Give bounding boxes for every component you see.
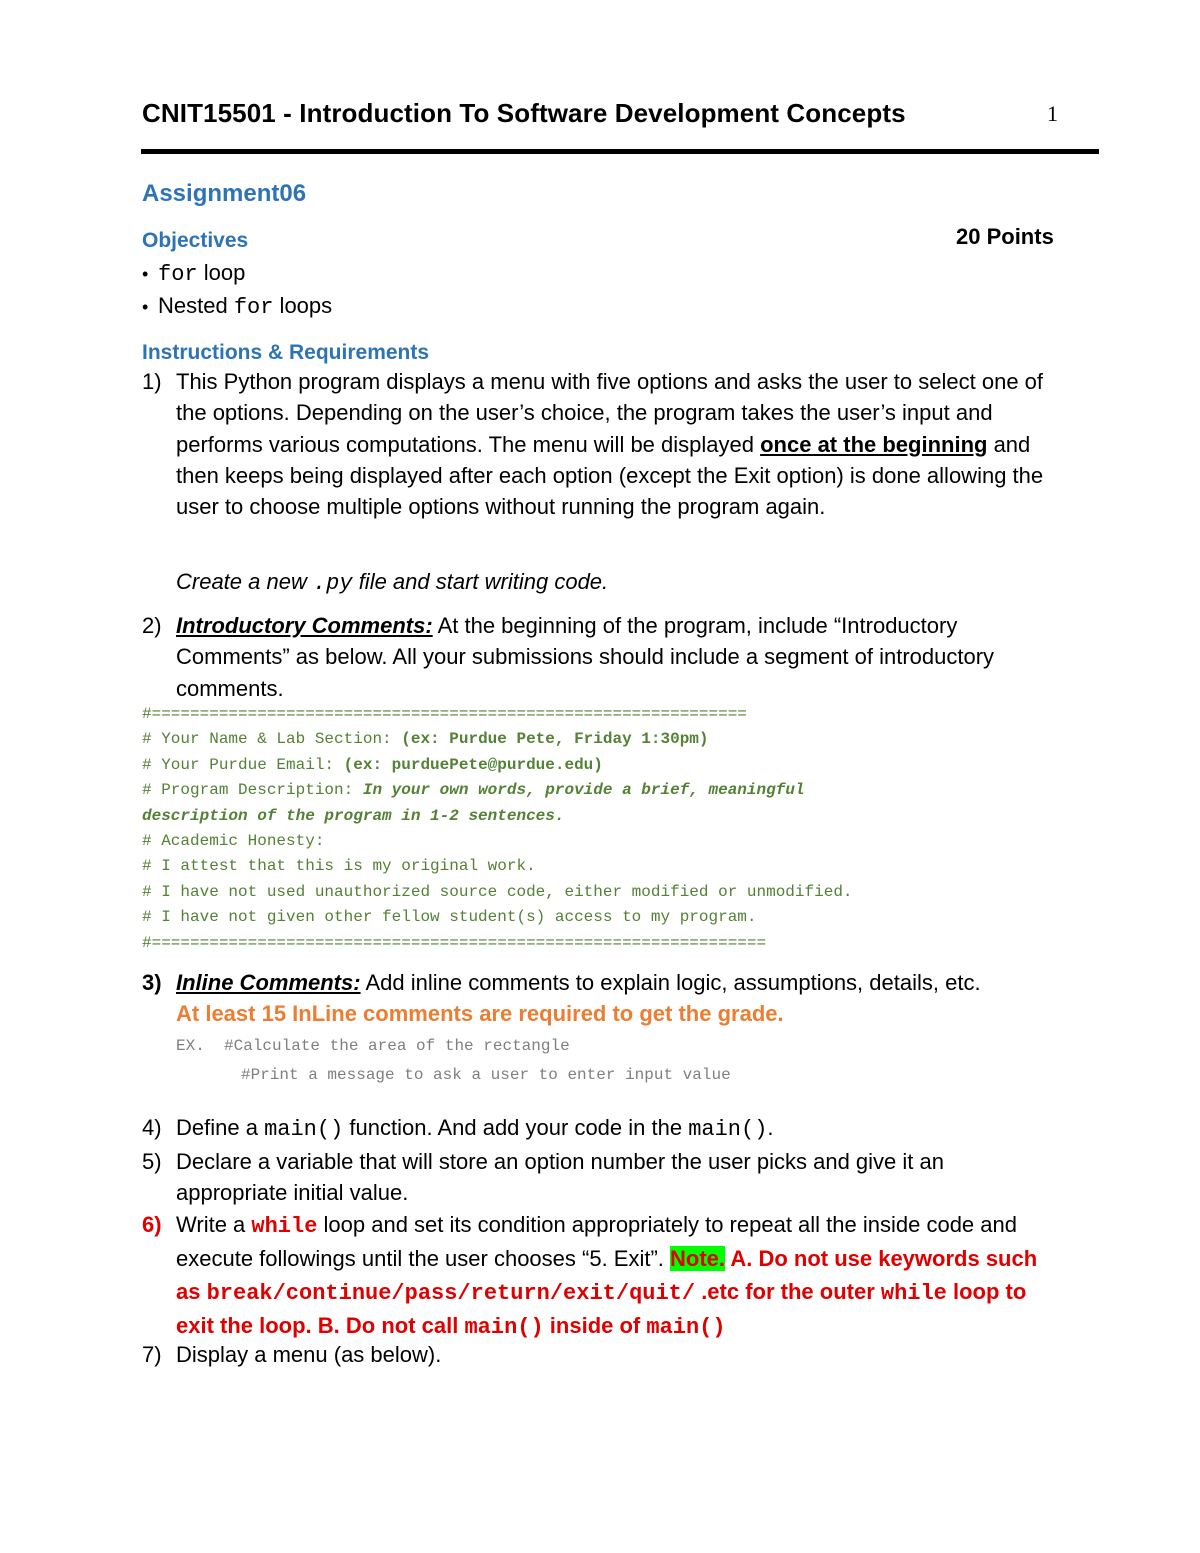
points-label: 20 Points <box>956 224 1054 249</box>
objectives-list <box>142 257 332 323</box>
create-file-note: Create a new .py file and start writing code. <box>176 569 609 596</box>
bullet-icon: • <box>142 264 149 284</box>
instruction-text: Write a while loop and set its condition appropriately to repeat all the inside code and execute followings until the user chooses “5. Exit”. Note. A. Do not use keywords such as break/continue/pass/return/exit/quit/ .etc for the outer while loop to exit the loop. B. Do not call main() inside of main() <box>176 1212 1038 1340</box>
course-title: CNIT15501 - Introduction To Software Development Concepts <box>142 98 906 128</box>
instructions-heading: Instructions & Requirements <box>142 341 430 364</box>
instruction-text: This Python program displays a menu with five options and asks the user to select one of the options. Depending on the user’s choice, the program takes the user’s input and performs various computations. The menu will be displayed once at the beginning and then keeps being displayed after each option (except the Exit option) is done allowing the user to choose multiple options without running the program again. <box>176 369 1044 520</box>
required-comments-note: At least 15 InLine comments are required to get the grade. <box>176 1001 784 1026</box>
header-divider <box>141 149 1099 154</box>
intro-comments-block: #============================================================== # Your Name & Lab Section: (ex: Purdue Pete, Friday 1:30pm) # Your Purdue Email: (ex: purduePete@purdue.edu) # Program Description: In your own words, provide a brief, meaningful description of the program in 1-2 sentences. # Academic Honesty: # I attest that this is my original work. # I have not used unauthorized source code, either modified or unmodified. # I have not given other fellow student(s) access to my program. #================================================================ <box>142 705 853 952</box>
instruction-text: Define a main() function. And add your code in the main(). <box>176 1115 774 1142</box>
instruction-text: Inline Comments: Add inline comments to explain logic, assumptions, details, etc. <box>176 970 981 995</box>
page-number: 1 <box>1047 101 1058 126</box>
list-item: • for loop <box>142 257 332 290</box>
assignment-title: Assignment06 <box>142 180 307 207</box>
instruction-text: Declare a variable that will store an option number the user picks and give it an appropriate initial value. <box>176 1149 944 1206</box>
instruction-text: Display a menu (as below). <box>176 1342 442 1367</box>
objectives-heading: Objectives <box>142 229 249 252</box>
document-page: CNIT15501 - Introduction To Software Development Concepts 1 Assignment06 20 Points Objectives • for loop • Nested for loops Instructions & Requirements 1) This Python program displays a menu with five options and asks the user to select one of the options. Depending on the user’s choice, the program takes the user’s input and performs various computations. The menu will be displayed once at the beginning and then keeps being displayed after each option (except the Exit option) is done allowing the user to choose multiple options without running the program again. Create a new .py file and start writing code. 2) Introductory Comments: At the beginning of the program, include “Introductory Comments” as below. All your submissions should include a segment of introductory comments. #============================================================== # Your Name & Lab Section: (ex: Purdue Pete, Friday 1:30pm) # Your Purdue Email: (ex: purduePete@purdue.edu) # Program Description: In your own words, provide a brief, meaningful description of the program in 1-2 sentences. # Academic Honesty: # I attest that this is my original work. # I have not used unauthorized source code, either modified or unmodified. # I have not given other fellow student(s) access to my program. #================================================================ 3) Inline Comments: Add inline comments to explain logic, assumptions, details, etc. At least 15 InLine comments are required to get the grade. EX. #Calculate the area of the rectangle #Print a message to ask a user to enter input value 4) Define a main() function. And add your code in the main(). 5) Declare a variable that will store an option number the user picks and give it an appropriate initial value. 6) Write a while loop and set its condition appropriately to repeat all the inside code and execute followings until the user chooses “5. Exit”. Note. A. Do not use keywords such as break/continue/pass/return/exit/quit/ .etc for the outer while loop to exit the loop. B. Do not call main() inside of main() 7) Display a menu (as below). <box>0 0 1200 1553</box>
list-item: • Nested for loops <box>142 290 332 323</box>
bullet-icon: • <box>142 297 149 317</box>
instruction-text: Introductory Comments: At the beginning of the program, include “Introductory Comments” as below. All your submissions should include a segment of introductory comments. <box>176 613 995 701</box>
note-highlight: Note. <box>670 1246 726 1272</box>
example-comment-1: EX. #Calculate the area of the rectangle <box>176 1037 570 1055</box>
example-comment-2: #Print a message to ask a user to enter input value <box>241 1066 731 1084</box>
